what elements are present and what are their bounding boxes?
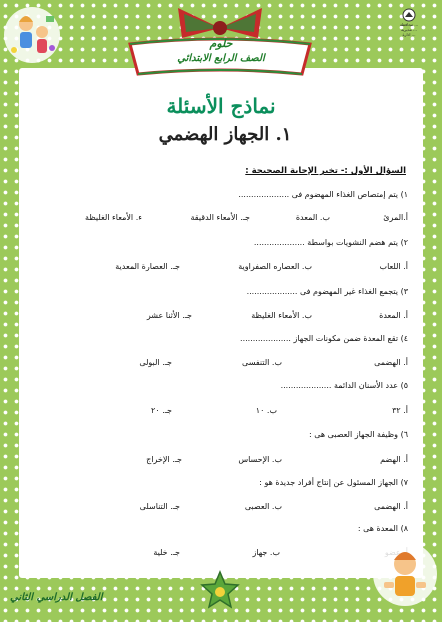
answer-choice: ب. العصبى [244, 502, 282, 511]
question-text: ٢) يتم هضم النشويات بواسطة .................... [253, 238, 408, 247]
star-icon [200, 570, 240, 610]
question-text: ٣) يتجمع الغذاء غير المهضوم فى .................... [246, 287, 408, 296]
answer-choice: جـ. الأمعاء الدقيقة [190, 213, 250, 222]
answer-choice: ب. العصاره الصفراوية [238, 262, 312, 271]
question-text: ٨) المعدة هى : [357, 524, 408, 533]
question-text: ٤) تقع المعدة ضمن مكونات الجهاز .................... [240, 334, 408, 343]
question-text: ٥) عدد الأسنان الدائمة .................... [280, 381, 408, 390]
answer-choice: أ. الهضمى [374, 358, 408, 367]
question-text: ١) يتم إمتصاص الغذاء المهضوم فى .................... [238, 190, 408, 199]
answer-choice: ب. الأمعاء الغليظة [251, 311, 312, 320]
answer-choice: أ.المرئ [383, 213, 408, 222]
answer-choice: جـ. الأثنا عشر [146, 311, 192, 320]
answer-choice: جـ. الإخراج [146, 455, 182, 464]
answer-choice: جـ. ٢٠ [151, 406, 172, 415]
question-text: ٦) وظيفة الجهاز العصبى هى : [308, 430, 408, 439]
answer-choice: ء. الأمعاء الغليظة [85, 213, 142, 222]
term-label: الفصل الدراسي الثاني [10, 592, 103, 603]
answer-choice: ب. المعدة [295, 213, 330, 222]
school-logo [379, 8, 439, 48]
answer-choice: أ. المعدة [379, 311, 408, 320]
logo-line: محافظة ... [399, 22, 419, 27]
section-heading: السؤال الأول :- تخير الإجابة الصحيحة : [245, 166, 406, 176]
logo-line: ادارة ... [402, 32, 416, 37]
answer-choice: جـ. التناسلى [139, 502, 180, 511]
answer-choice: ب. التنفسى [242, 358, 282, 367]
answer-choice: أ. الهضم [380, 455, 408, 464]
answer-choice: أ. ٣٢ [392, 406, 408, 415]
ribbon-subtitle: الصف الرابع الابتدائي [177, 53, 265, 64]
answer-choice: أ. اللعاب [379, 262, 408, 271]
answer-choice: ب. جهاز [252, 548, 280, 557]
answer-choice: ب. الإحساس [238, 455, 282, 464]
kids-decoration-icon [2, 2, 62, 68]
answer-choice: جـ. البولى [139, 358, 172, 367]
logo-icon [400, 8, 418, 22]
lesson-title: ١. الجهاز الهضمي [158, 124, 292, 145]
answer-choice: ب. ١٠ [255, 406, 277, 415]
page-title: نماذج الأسئلة [166, 94, 276, 118]
logo-line: مديرية ... [401, 27, 417, 32]
question-text: ٧) الجهاز المسئول عن إنتاج أفراد جديدة هو : [259, 478, 408, 487]
answer-choice: جـ. العصارة المعدية [115, 262, 180, 271]
kid-decoration-icon [372, 538, 438, 610]
ribbon-title: حلوم [209, 37, 233, 50]
answer-choice: جـ. خلية [153, 548, 180, 557]
answer-choice: أ. الهضمى [374, 502, 408, 511]
